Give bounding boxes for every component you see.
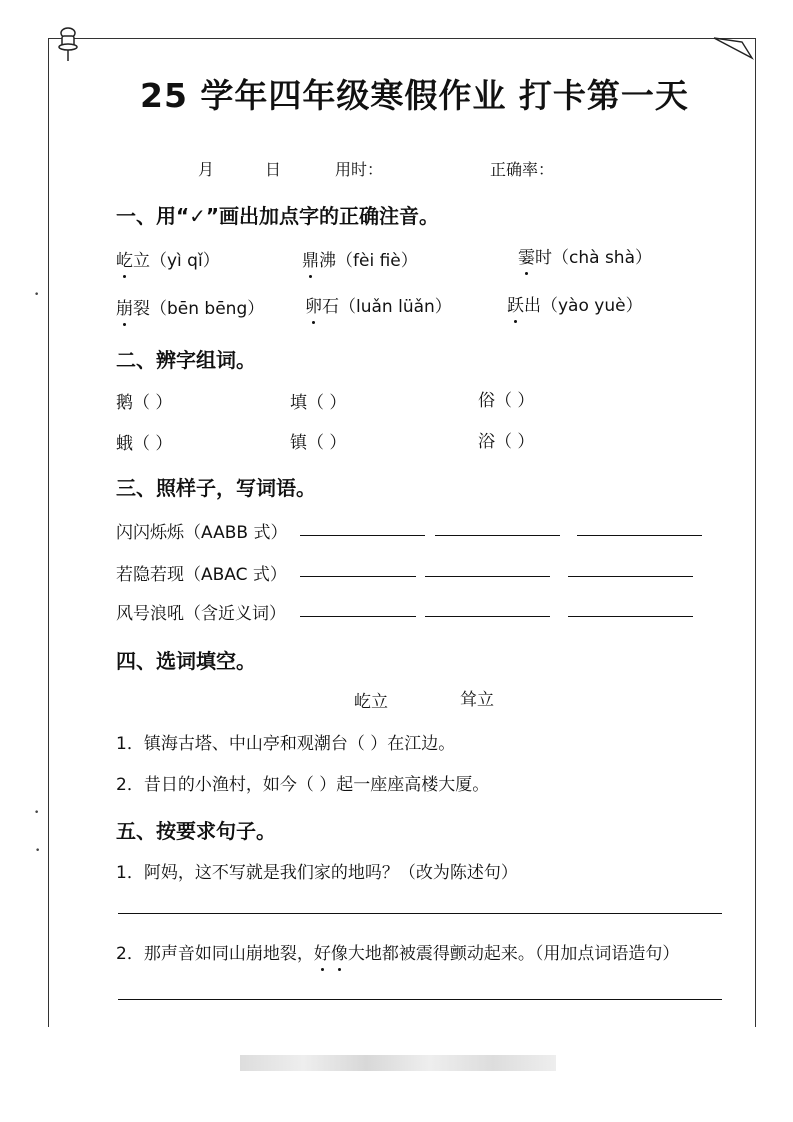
pinyin-item[interactable]: [116, 246, 220, 271]
pushpin-icon: [56, 26, 80, 62]
day-label: 日: [265, 160, 282, 179]
pinyin-item[interactable]: [305, 292, 452, 317]
answer-line[interactable]: [425, 616, 550, 617]
fill-blank-question-2[interactable]: 2．昔日的小渔村，如今（ ）起一座座高楼大厦。: [116, 775, 490, 795]
answer-line[interactable]: [425, 576, 550, 577]
answer-line[interactable]: [118, 999, 722, 1000]
sentence-question-2: [116, 939, 679, 964]
word-group-item[interactable]: 镇（ ）: [290, 433, 347, 453]
answer-line[interactable]: [568, 616, 693, 617]
answer-line[interactable]: [300, 535, 425, 536]
word-group-item[interactable]: 蛾（ ）: [116, 434, 173, 454]
scan-speck: •: [34, 290, 40, 300]
section-5-heading: 五、按要求句子。: [116, 819, 276, 843]
answer-line[interactable]: [300, 616, 416, 617]
word-group-item[interactable]: 浴（ ）: [478, 432, 535, 452]
section-1-heading: 一、用“✓”画出加点字的正确注音。: [116, 204, 440, 228]
pattern-prompt: 若隐若现（ABAC 式）: [116, 565, 287, 585]
dotted-char: 霎: [518, 248, 535, 268]
pinyin-options: 时（chà shà）: [535, 248, 652, 268]
sentence-text: 大地都被震得颤动起来。（用加点词语造句）: [347, 944, 680, 964]
dotted-char: 崩: [116, 299, 133, 319]
word-group-item[interactable]: 鹅（ ）: [116, 393, 173, 413]
dotted-char: 屹: [116, 251, 133, 271]
pattern-prompt: 闪闪烁烁（AABB 式）: [116, 523, 288, 543]
pinyin-item[interactable]: [518, 243, 652, 268]
pinyin-options: 石（luǎn lüǎn）: [322, 297, 452, 317]
pinyin-options: 沸（fèi fiè）: [319, 251, 418, 271]
page-title: 25 学年四年级寒假作业 打卡第一天: [140, 76, 689, 115]
answer-line[interactable]: [300, 576, 416, 577]
section-2-heading: 二、辨字组词。: [116, 348, 256, 372]
word-group-item[interactable]: 填（ ）: [290, 393, 347, 413]
time-label: 用时：: [335, 160, 384, 179]
scan-speck: •: [35, 846, 41, 856]
month-label: 月: [198, 160, 215, 179]
dotted-char: 卵: [305, 297, 322, 317]
dotted-char: 好: [313, 944, 331, 964]
dotted-char: 跃: [507, 296, 524, 316]
word-group-item[interactable]: 俗（ ）: [478, 391, 535, 411]
pinyin-item[interactable]: [507, 291, 643, 316]
dotted-char: 像: [330, 944, 348, 964]
folded-corner-icon: [712, 36, 756, 62]
scan-blur-strip: [240, 1055, 556, 1071]
section-4-heading: 四、选词填空。: [116, 649, 256, 673]
section-3-heading: 三、照样子，写词语。: [116, 476, 316, 500]
accuracy-label: 正确率：: [490, 160, 555, 179]
word-option: 屹立: [354, 692, 388, 712]
pinyin-options: 立（yì qǐ）: [133, 251, 220, 271]
sentence-question-1: 1．阿妈，这不写就是我们家的地吗？（改为陈述句）: [116, 863, 518, 883]
answer-line[interactable]: [568, 576, 693, 577]
pinyin-item[interactable]: [116, 294, 264, 319]
pattern-prompt: 风号浪吼（含近义词）: [116, 604, 286, 624]
pinyin-options: 裂（bēn bēng）: [133, 299, 265, 319]
pinyin-item[interactable]: [302, 246, 418, 271]
dotted-char: 鼎: [302, 251, 319, 271]
sentence-text: 2．那声音如同山崩地裂，: [116, 944, 314, 964]
answer-line[interactable]: [118, 913, 722, 914]
fill-blank-question-1[interactable]: 1．镇海古塔、中山亭和观潮台（ ）在江边。: [116, 734, 456, 754]
answer-line[interactable]: [577, 535, 702, 536]
word-option: 耸立: [460, 690, 494, 710]
answer-line[interactable]: [435, 535, 560, 536]
pinyin-options: 出（yào yuè）: [524, 296, 643, 316]
scan-speck: •: [34, 808, 40, 818]
